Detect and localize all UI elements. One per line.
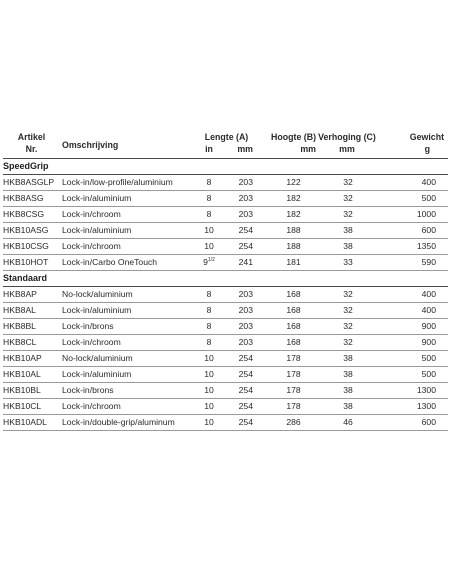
table-row	[3, 399, 448, 415]
cell-artikel: HKB8ASGLP	[3, 175, 60, 191]
cell-hoogte: 182	[257, 191, 316, 207]
cell-omschrijving: No-lock/aluminium	[60, 351, 196, 367]
table-row	[3, 239, 448, 255]
cell-gewicht: 400	[378, 303, 448, 319]
cell-gewicht: 400	[378, 287, 448, 303]
cell-verhoging: 32	[316, 175, 378, 191]
cell-verhoging: 32	[316, 207, 378, 223]
cell-lengte-in	[196, 239, 222, 255]
cell-lengte-in	[196, 255, 222, 271]
cell-gewicht: 1000	[378, 207, 448, 223]
cell-hoogte: 286	[257, 415, 316, 431]
header-artikel-nr: Nr.	[3, 143, 60, 159]
cell-lengte-mm: 254	[222, 383, 257, 399]
cell-verhoging: 32	[316, 303, 378, 319]
header-lengte-in: in	[196, 143, 222, 159]
lengte-in-value: 8	[206, 177, 212, 187]
section-header-row	[3, 159, 448, 175]
cell-hoogte: 168	[257, 319, 316, 335]
cell-hoogte: 188	[257, 223, 316, 239]
cell-omschrijving: Lock-in/low-profile/aluminium	[60, 175, 196, 191]
cell-gewicht: 1300	[378, 383, 448, 399]
cell-lengte-mm: 203	[222, 207, 257, 223]
cell-artikel: HKB8AL	[3, 303, 60, 319]
cell-hoogte: 178	[257, 367, 316, 383]
cell-lengte-in	[196, 335, 222, 351]
lengte-in-value: 10	[204, 241, 214, 251]
lengte-in-value: 9	[203, 257, 208, 267]
cell-omschrijving: Lock-in/chroom	[60, 399, 196, 415]
table-row	[3, 303, 448, 319]
header-hoogte-mm: mm	[257, 143, 316, 159]
table-body	[3, 159, 448, 431]
cell-omschrijving: Lock-in/Carbo OneTouch	[60, 255, 196, 271]
table-row	[3, 335, 448, 351]
cell-gewicht: 500	[378, 191, 448, 207]
cell-hoogte: 122	[257, 175, 316, 191]
cell-lengte-in	[196, 399, 222, 415]
cell-verhoging: 38	[316, 367, 378, 383]
cell-gewicht: 600	[378, 223, 448, 239]
cell-gewicht: 500	[378, 351, 448, 367]
section-title: Standaard	[3, 271, 448, 287]
cell-artikel: HKB10HOT	[3, 255, 60, 271]
cell-omschrijving: Lock-in/chroom	[60, 239, 196, 255]
product-spec-table	[3, 130, 448, 431]
lengte-in-value: 8	[206, 289, 212, 299]
table-row	[3, 367, 448, 383]
table-row	[3, 351, 448, 367]
lengte-in-value: 8	[206, 209, 212, 219]
cell-hoogte: 188	[257, 239, 316, 255]
cell-lengte-mm: 254	[222, 415, 257, 431]
cell-verhoging: 38	[316, 223, 378, 239]
table-row	[3, 191, 448, 207]
cell-lengte-in	[196, 223, 222, 239]
cell-artikel: HKB8ASG	[3, 191, 60, 207]
cell-artikel: HKB10ASG	[3, 223, 60, 239]
cell-omschrijving: Lock-in/brons	[60, 319, 196, 335]
table-header	[3, 130, 448, 159]
cell-artikel: HKB8BL	[3, 319, 60, 335]
table-row	[3, 319, 448, 335]
cell-lengte-mm: 254	[222, 223, 257, 239]
lengte-in-value: 10	[204, 369, 214, 379]
cell-gewicht: 500	[378, 367, 448, 383]
cell-omschrijving: No-lock/aluminium	[60, 287, 196, 303]
cell-artikel: HKB10CL	[3, 399, 60, 415]
cell-lengte-mm: 254	[222, 239, 257, 255]
lengte-in-fraction: 1/2	[207, 257, 215, 264]
cell-verhoging: 38	[316, 383, 378, 399]
header-hoogte: Hoogte (B)	[271, 132, 316, 142]
cell-omschrijving: Lock-in/chroom	[60, 207, 196, 223]
cell-lengte-mm: 203	[222, 191, 257, 207]
cell-artikel: HKB10AL	[3, 367, 60, 383]
table-row	[3, 255, 448, 271]
table-row	[3, 287, 448, 303]
cell-lengte-mm: 241	[222, 255, 257, 271]
table-row	[3, 207, 448, 223]
cell-verhoging: 46	[316, 415, 378, 431]
header-verhoging: Verhoging (C)	[318, 132, 376, 142]
cell-omschrijving: Lock-in/brons	[60, 383, 196, 399]
lengte-in-value: 8	[206, 305, 212, 315]
cell-hoogte: 182	[257, 207, 316, 223]
cell-omschrijving: Lock-in/double-grip/aluminum	[60, 415, 196, 431]
header-verhoging-mm: mm	[316, 143, 378, 159]
table-row	[3, 415, 448, 431]
cell-gewicht: 400	[378, 175, 448, 191]
cell-hoogte: 178	[257, 383, 316, 399]
lengte-in-value: 8	[206, 321, 212, 331]
cell-lengte-in	[196, 191, 222, 207]
cell-hoogte: 168	[257, 287, 316, 303]
cell-verhoging: 38	[316, 239, 378, 255]
cell-lengte-mm: 254	[222, 399, 257, 415]
cell-verhoging: 38	[316, 351, 378, 367]
table-row	[3, 383, 448, 399]
cell-lengte-in	[196, 207, 222, 223]
lengte-in-value: 8	[206, 337, 212, 347]
cell-omschrijving: Lock-in/aluminium	[60, 303, 196, 319]
header-omschrijving: Omschrijving	[60, 130, 196, 159]
cell-gewicht: 900	[378, 319, 448, 335]
cell-lengte-mm: 203	[222, 287, 257, 303]
spec-sheet	[3, 130, 448, 431]
cell-gewicht: 600	[378, 415, 448, 431]
cell-lengte-mm: 203	[222, 319, 257, 335]
header-artikel: Artikel	[17, 132, 46, 142]
cell-lengte-in	[196, 367, 222, 383]
cell-artikel: HKB8AP	[3, 287, 60, 303]
lengte-in-value: 10	[204, 417, 214, 427]
cell-hoogte: 168	[257, 335, 316, 351]
lengte-in-value: 8	[206, 193, 212, 203]
cell-artikel: HKB8CL	[3, 335, 60, 351]
cell-lengte-mm: 203	[222, 303, 257, 319]
cell-lengte-mm: 203	[222, 335, 257, 351]
cell-verhoging: 32	[316, 319, 378, 335]
cell-verhoging: 33	[316, 255, 378, 271]
cell-verhoging: 32	[316, 191, 378, 207]
cell-verhoging: 38	[316, 399, 378, 415]
cell-gewicht: 590	[378, 255, 448, 271]
cell-hoogte: 178	[257, 351, 316, 367]
cell-lengte-in	[196, 287, 222, 303]
cell-artikel: HKB10ADL	[3, 415, 60, 431]
lengte-in-value: 10	[204, 385, 214, 395]
cell-gewicht: 900	[378, 335, 448, 351]
cell-gewicht: 1350	[378, 239, 448, 255]
table-row	[3, 175, 448, 191]
cell-verhoging: 32	[316, 335, 378, 351]
cell-lengte-mm: 254	[222, 367, 257, 383]
cell-lengte-in	[196, 303, 222, 319]
section-header-row	[3, 271, 448, 287]
cell-hoogte: 178	[257, 399, 316, 415]
lengte-in-value: 10	[204, 225, 214, 235]
cell-lengte-mm: 203	[222, 175, 257, 191]
cell-artikel: HKB10BL	[3, 383, 60, 399]
cell-artikel: HKB8CSG	[3, 207, 60, 223]
cell-lengte-in	[196, 319, 222, 335]
header-lengte-mm: mm	[222, 143, 257, 159]
cell-hoogte: 168	[257, 303, 316, 319]
table-row	[3, 223, 448, 239]
cell-omschrijving: Lock-in/aluminium	[60, 223, 196, 239]
cell-verhoging: 32	[316, 287, 378, 303]
cell-lengte-in	[196, 351, 222, 367]
cell-lengte-in	[196, 415, 222, 431]
lengte-in-value: 10	[204, 401, 214, 411]
cell-lengte-mm: 254	[222, 351, 257, 367]
cell-lengte-in	[196, 175, 222, 191]
header-lengte: Lengte (A)	[204, 132, 249, 142]
header-gewicht: Gewicht	[409, 132, 444, 142]
cell-omschrijving: Lock-in/aluminium	[60, 367, 196, 383]
cell-hoogte: 181	[257, 255, 316, 271]
cell-artikel: HKB10CSG	[3, 239, 60, 255]
section-title: SpeedGrip	[3, 159, 448, 175]
cell-omschrijving: Lock-in/aluminium	[60, 191, 196, 207]
cell-omschrijving: Lock-in/chroom	[60, 335, 196, 351]
cell-lengte-in	[196, 383, 222, 399]
lengte-in-value: 10	[204, 353, 214, 363]
cell-artikel: HKB10AP	[3, 351, 60, 367]
header-gewicht-g: g	[378, 143, 448, 159]
cell-gewicht: 1300	[378, 399, 448, 415]
